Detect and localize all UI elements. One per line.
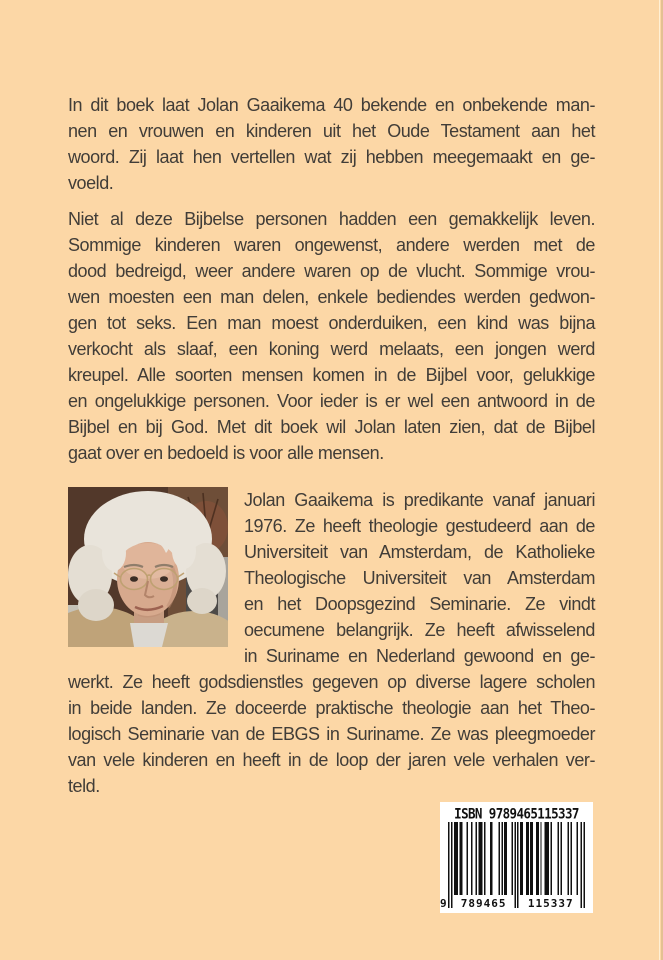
text-line: Niet al deze Bijbelse personen hadden een gemakkelijk leven. — [68, 209, 595, 229]
text-line: kreupel. Alle soorten mensen komen in de Bijbel voor, gelukkige — [68, 365, 595, 385]
author-photo-illustration — [68, 487, 228, 647]
barcode-digits-right: 115337 — [527, 897, 574, 910]
text-line: oecumene belangrijk. Ze heeft afwisselend — [244, 620, 595, 640]
text-line: gen tot seks. Een man moest onderduiken, een kind was bijna — [68, 313, 595, 333]
text-line: woord. Zij laat hen vertellen wat zij hebben meegemaakt en ge- — [68, 147, 595, 167]
barcode-digits-left: 789465 — [460, 897, 507, 910]
text-line: en ongelukkige personen. Voor ieder is er wel een antwoord in de — [68, 391, 595, 411]
text-line: in Suriname en Nederland gewoond en ge- — [244, 646, 595, 666]
text-line: voeld. — [68, 173, 114, 193]
text-line: van vele kinderen en heeft in de loop der jaren vele verhalen ver- — [68, 750, 595, 770]
text-line: Bijbel en bij God. Met dit boek wil Jolan laten zien, dat de Bijbel — [68, 417, 595, 437]
text-line: In dit boek laat Jolan Gaaikema 40 bekende en onbekende man- — [68, 95, 595, 115]
intro-paragraph — [68, 92, 595, 196]
text-line: Theologische Universiteit van Amsterdam — [244, 568, 595, 588]
text-line: logisch Seminarie van de EBGS in Suriname. Ze was pleegmoeder — [68, 724, 595, 744]
author-photo — [68, 487, 228, 647]
text-line: werkt. Ze heeft godsdienstles gegeven op diverse lagere scholen — [68, 672, 595, 692]
text-line: en het Doopsgezind Seminarie. Ze vindt — [244, 594, 595, 614]
barcode-stripes — [448, 822, 585, 908]
text-line: nen en vrouwen en kinderen uit het Oude Testament aan het — [68, 121, 595, 141]
themes-paragraph — [68, 206, 595, 466]
text-line: Jolan Gaaikema is predikante vanaf januari — [244, 490, 595, 510]
text-line: gaat over en bedoeld is voor alle mensen. — [68, 443, 384, 463]
barcode-bars — [440, 822, 585, 910]
text-line: 1976. Ze heeft theologie gestudeerd aan de — [244, 516, 595, 536]
isbn-barcode — [440, 802, 593, 913]
isbn-label: ISBN 9789465115337 — [454, 805, 579, 822]
text-line: Sommige kinderen waren ongewenst, andere werden met de — [68, 235, 595, 255]
text-line: in beide landen. Ze doceerde praktische theologie aan het Theo- — [68, 698, 595, 718]
text-line: verkocht als slaaf, een koning werd melaats, een jongen werd — [68, 339, 595, 359]
text-line: wen moesten een man delen, enkele bediendes werden gedwon- — [68, 287, 595, 307]
barcode-digit-first: 9 — [440, 897, 448, 910]
text-line: Universiteit van Amsterdam, de Katholieke — [244, 542, 595, 562]
author-bio-paragraph — [68, 487, 595, 799]
text-line: teld. — [68, 776, 100, 796]
text-line: dood bedreigd, weer andere waren op de vlucht. Sommige vrou- — [68, 261, 595, 281]
cover-edge-highlight — [659, 0, 660, 960]
